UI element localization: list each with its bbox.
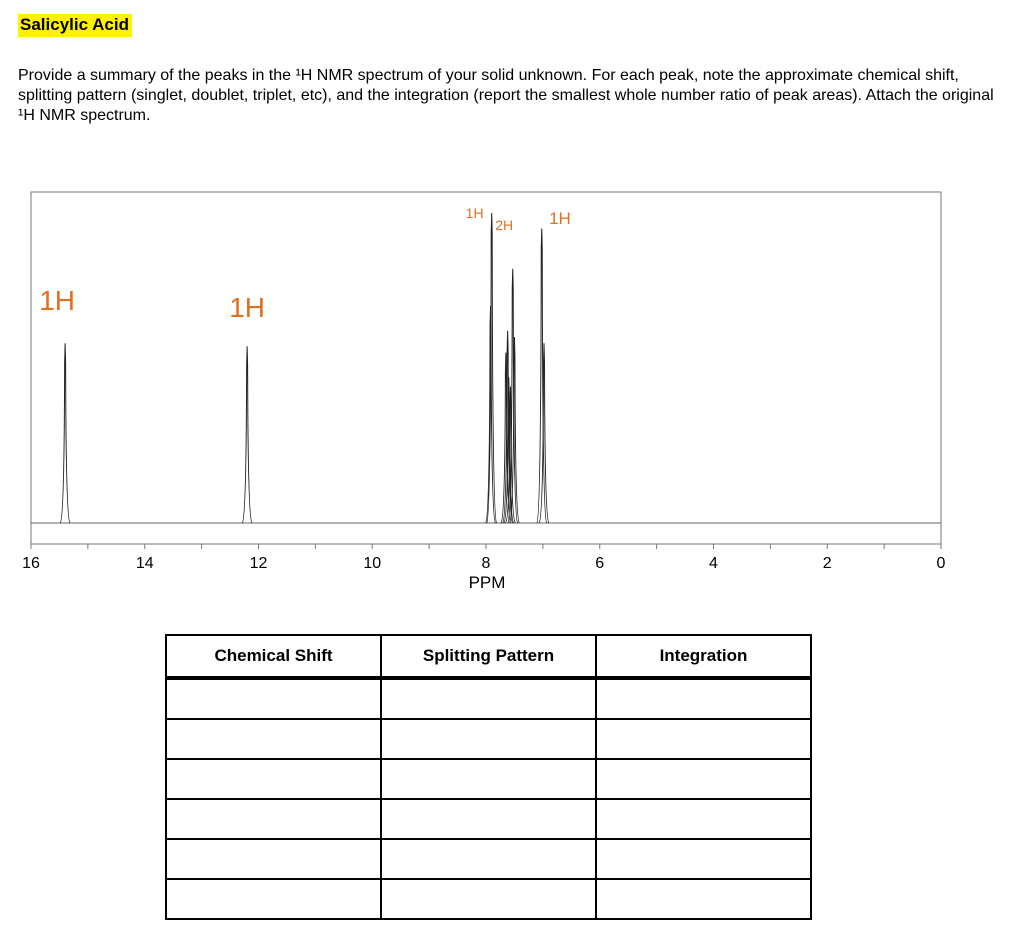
spectrum-peak-line bbox=[537, 229, 547, 524]
x-tick-label: 2 bbox=[822, 555, 832, 572]
table-row bbox=[166, 678, 811, 719]
spectrum-peak-line bbox=[487, 213, 497, 523]
table-cell[interactable] bbox=[166, 678, 381, 719]
table-row bbox=[166, 759, 811, 799]
table-cell[interactable] bbox=[166, 799, 381, 839]
table-cell[interactable] bbox=[166, 879, 381, 919]
table-cell[interactable] bbox=[166, 719, 381, 759]
question-prompt: Provide a summary of the peaks in the ¹H NMR spectrum of your solid unknown. For each peak, note the approximate chemical shift, splitting pattern (singlet, doublet, triplet, etc), and the integration (report the smallest whole number ratio of peak areas). Attach the original ¹H NMR spectrum. bbox=[18, 67, 994, 124]
peak-integration-label: 1H bbox=[229, 292, 266, 323]
peak-integration-label: 1H bbox=[465, 205, 484, 221]
peak-integration-label: 1H bbox=[549, 209, 571, 228]
table-header-row bbox=[166, 635, 811, 678]
x-tick-label: 14 bbox=[135, 555, 154, 572]
table-cell[interactable] bbox=[381, 799, 596, 839]
table-row bbox=[166, 879, 811, 919]
nmr-spectrum-chart bbox=[0, 150, 1024, 600]
table-row bbox=[166, 719, 811, 759]
spectrum-peak-line bbox=[242, 346, 252, 523]
column-header-splitting-pattern: Splitting Pattern bbox=[381, 635, 596, 678]
peak-summary-table bbox=[165, 634, 812, 920]
table-row bbox=[166, 799, 811, 839]
table-cell[interactable] bbox=[381, 719, 596, 759]
peak-integration-label: 1H bbox=[39, 285, 76, 316]
page-title: Salicylic Acid bbox=[18, 14, 132, 37]
x-tick-label: 16 bbox=[22, 555, 40, 572]
table-cell[interactable] bbox=[596, 719, 811, 759]
table-cell[interactable] bbox=[166, 759, 381, 799]
table-cell[interactable] bbox=[596, 678, 811, 719]
table-cell[interactable] bbox=[166, 839, 381, 879]
x-axis-label: PPM bbox=[468, 573, 506, 592]
column-header-chemical-shift: Chemical Shift bbox=[166, 635, 381, 678]
table-cell[interactable] bbox=[596, 879, 811, 919]
table-cell[interactable] bbox=[596, 759, 811, 799]
table-cell[interactable] bbox=[381, 678, 596, 719]
plot-frame bbox=[31, 192, 941, 544]
x-tick-label: 8 bbox=[481, 555, 491, 572]
x-tick-label: 12 bbox=[249, 555, 268, 572]
column-header-integration: Integration bbox=[596, 635, 811, 678]
x-tick-label: 4 bbox=[709, 555, 718, 572]
spectrum-peak-line bbox=[60, 343, 70, 523]
x-tick-label: 0 bbox=[936, 555, 946, 572]
table-cell[interactable] bbox=[596, 839, 811, 879]
table-cell[interactable] bbox=[381, 879, 596, 919]
peak-integration-label: 2H bbox=[495, 217, 514, 233]
table-cell[interactable] bbox=[596, 799, 811, 839]
table-row bbox=[166, 839, 811, 879]
x-tick-label: 6 bbox=[595, 555, 605, 572]
table-cell[interactable] bbox=[381, 759, 596, 799]
x-tick-label: 10 bbox=[363, 555, 382, 572]
table-cell[interactable] bbox=[381, 839, 596, 879]
